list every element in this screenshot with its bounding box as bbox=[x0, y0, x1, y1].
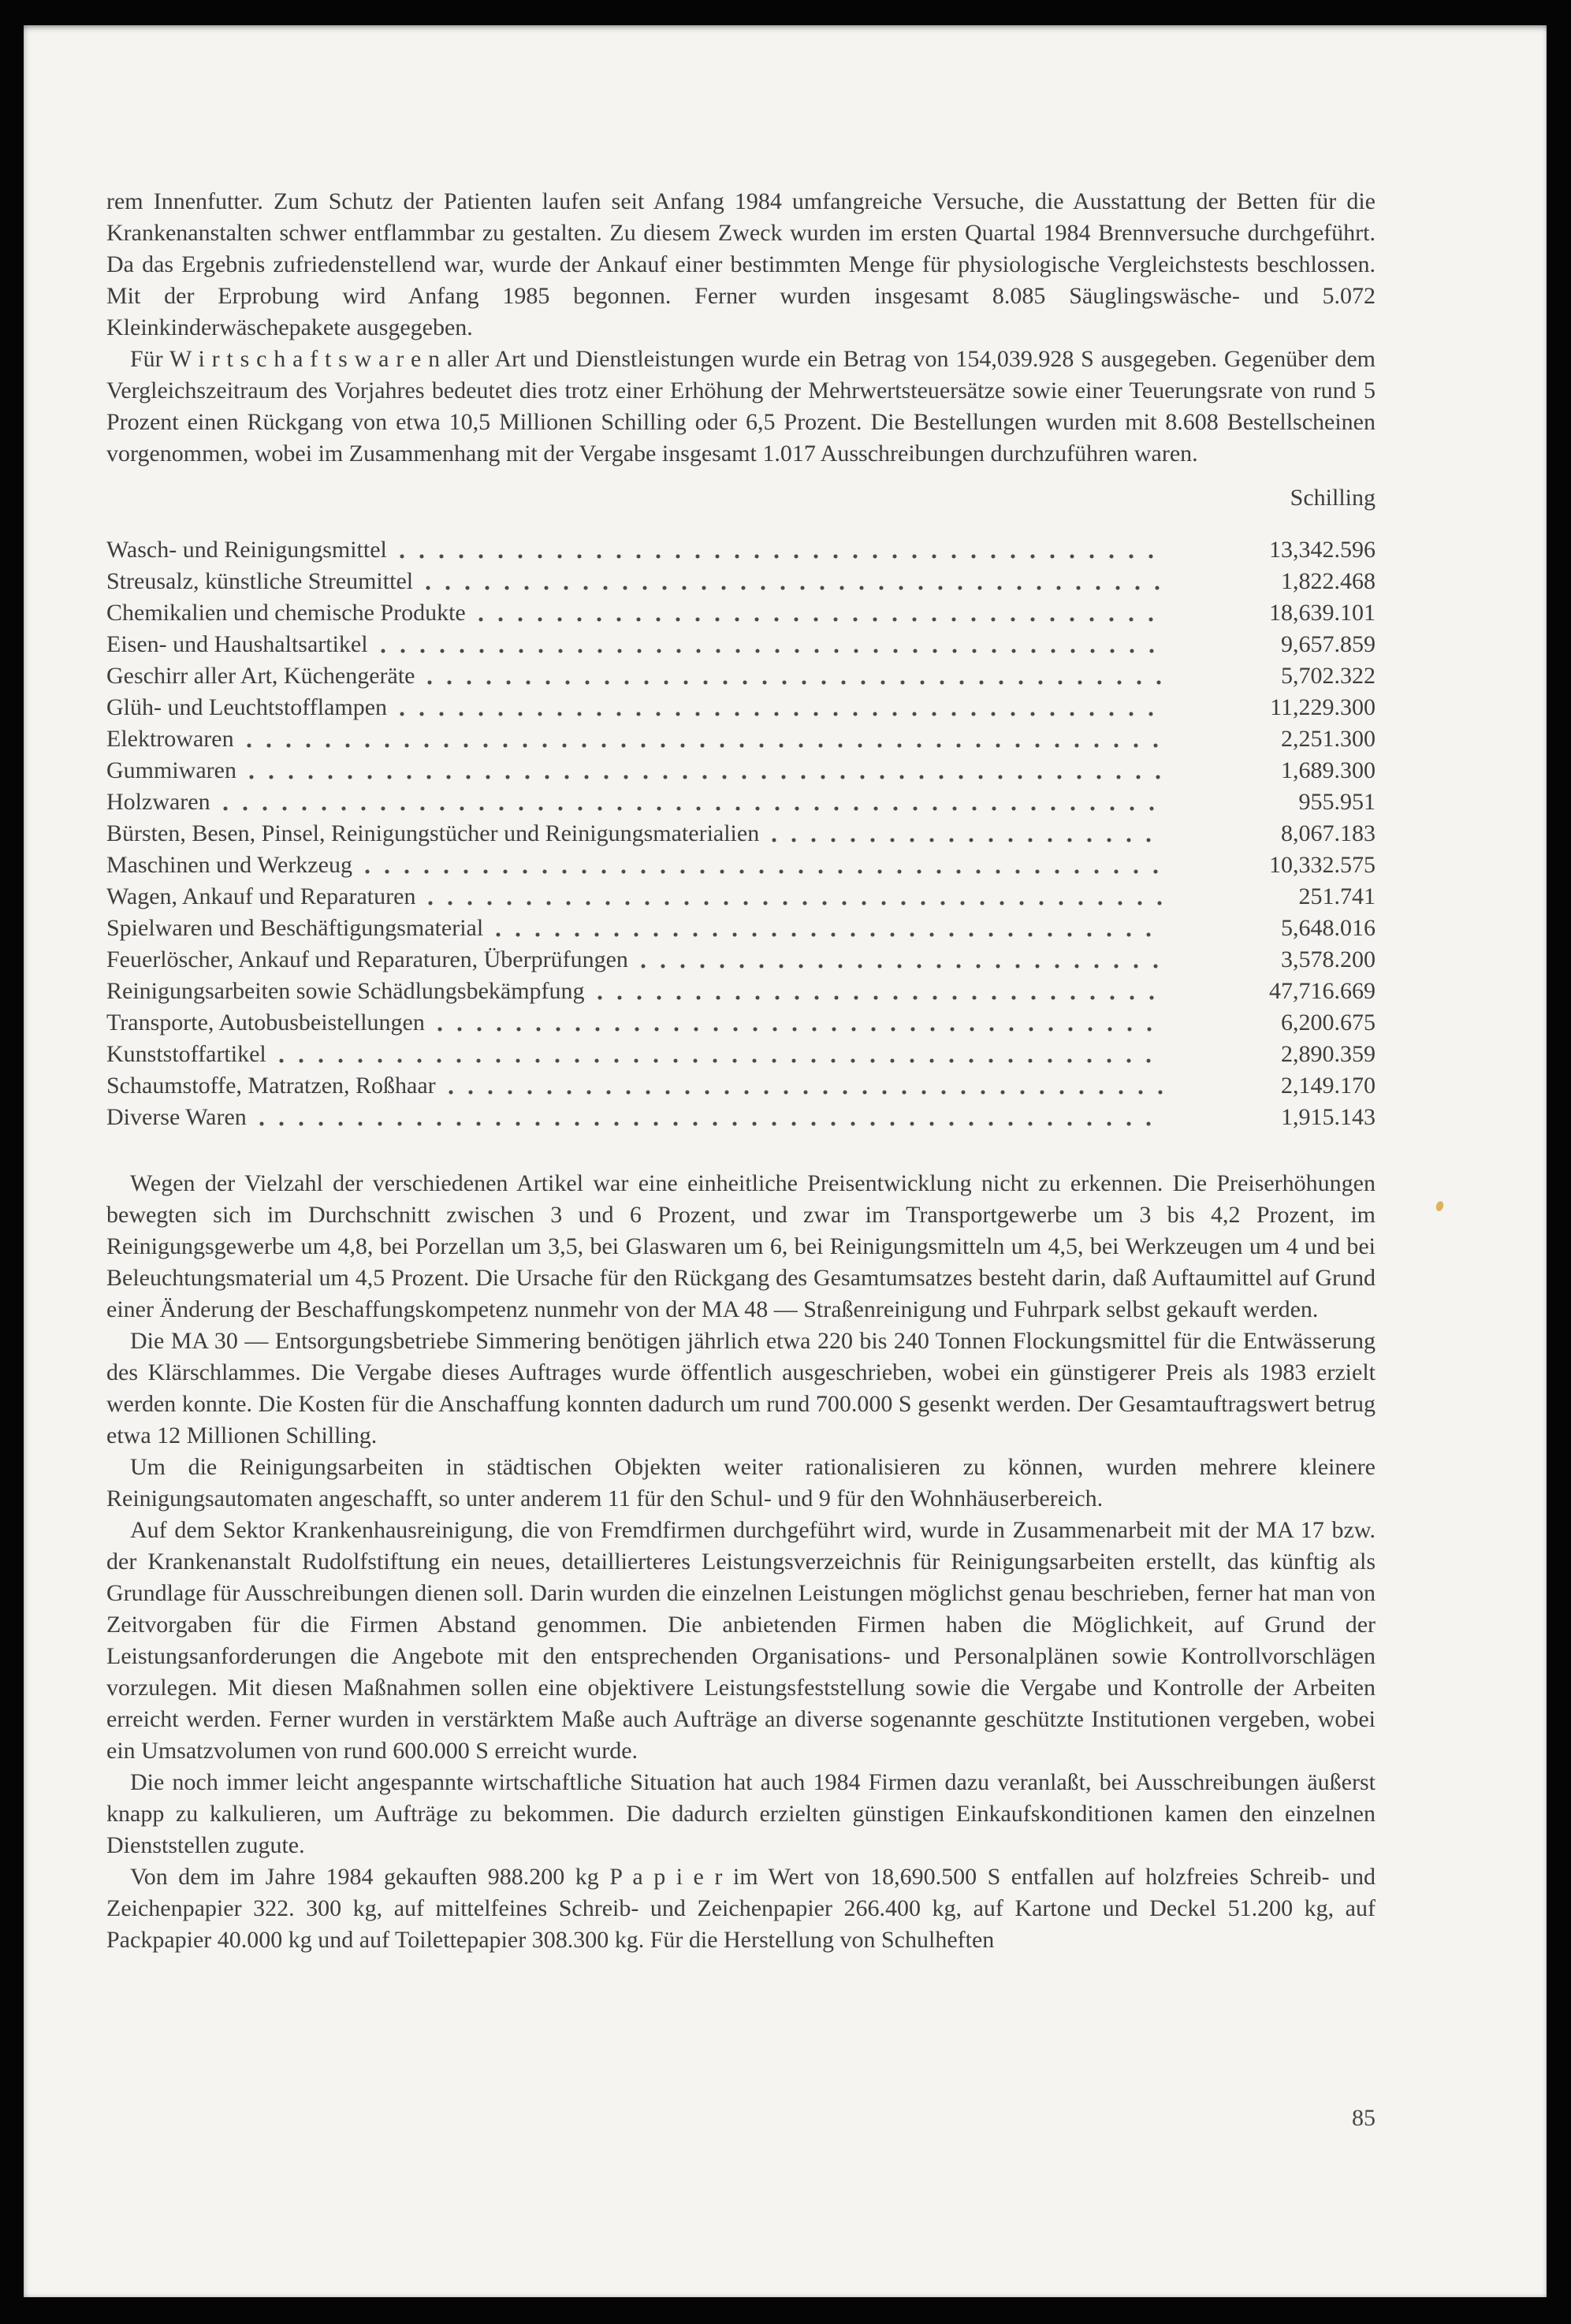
dot-leader bbox=[259, 1121, 1163, 1128]
dot-leader bbox=[449, 1089, 1163, 1096]
item-value: 2,251.300 bbox=[1281, 726, 1376, 752]
table-row bbox=[106, 629, 1376, 660]
table-row bbox=[106, 692, 1376, 723]
item-label: Wagen, Ankauf und Reparaturen bbox=[106, 883, 416, 909]
table-row bbox=[106, 1007, 1376, 1039]
table-row bbox=[106, 881, 1376, 913]
item-label: Holzwaren bbox=[106, 789, 210, 815]
dot-leader bbox=[279, 1058, 1163, 1065]
item-value: 10,332.575 bbox=[1269, 852, 1376, 878]
table-row bbox=[106, 534, 1376, 566]
item-value: 2,149.170 bbox=[1281, 1073, 1376, 1099]
paragraph: Von dem im Jahre 1984 gekauften 988.200 kg P a p i e r im Wert von 18,690.500 S entfallen auf holzfreies Schreib- und Zeichenpapier 322. 300 kg, auf mittelfeines Schreib- und Zeichenpapier 266.400 kg, auf Kartone und Deckel 51.200 kg, auf Packpapier 40.000 kg und auf Toilettepapier 308.300 kg. Für die Herstellung von Schulheften bbox=[106, 1864, 1376, 1953]
table-row bbox=[106, 1039, 1376, 1070]
item-value: 9,657.859 bbox=[1281, 631, 1376, 657]
item-label: Transporte, Autobusbeistellungen bbox=[106, 1010, 425, 1036]
table-currency-header: Schilling bbox=[1290, 485, 1376, 511]
dot-leader bbox=[249, 774, 1163, 781]
item-label: Gummiwaren bbox=[106, 757, 236, 783]
item-value: 1,915.143 bbox=[1281, 1104, 1376, 1130]
table-row bbox=[106, 913, 1376, 944]
table-row bbox=[106, 850, 1376, 881]
scan-speck bbox=[1435, 1200, 1445, 1212]
item-label: Streusalz, künstliche Streumittel bbox=[106, 568, 414, 594]
item-value: 5,648.016 bbox=[1281, 915, 1376, 941]
item-value: 2,890.359 bbox=[1281, 1041, 1376, 1067]
item-label: Elektrowaren bbox=[106, 726, 234, 752]
dot-leader bbox=[772, 837, 1163, 844]
item-label: Reinigungsarbeiten sowie Schädlungsbekämpfung bbox=[106, 978, 585, 1004]
table-row bbox=[106, 1102, 1376, 1133]
item-label: Eisen- und Haushaltsartikel bbox=[106, 631, 368, 657]
item-label: Geschirr aller Art, Küchengeräte bbox=[106, 663, 415, 689]
dot-leader bbox=[478, 616, 1163, 623]
item-value: 3,578.200 bbox=[1281, 946, 1376, 972]
item-label: Diverse Waren bbox=[106, 1104, 247, 1130]
item-label: Spielwaren und Beschäftigungsmaterial bbox=[106, 915, 484, 941]
paragraph: Die MA 30 — Entsorgungsbetriebe Simmering benötigen jährlich etwa 220 bis 240 Tonnen Flockungsmittel für die Entwässerung des Klärschlammes. Die Vergabe dieses Auftrages wurde öffentlich ausgeschrieben, wobei ein günstigerer Preis als 1983 erzielt werden konnte. Die Kosten für die Anschaffung konnten dadurch um rund 700.000 S gesenkt werden. Der Gesamtauftragswert betrug etwa 12 Millionen Schilling. bbox=[106, 1328, 1376, 1448]
item-value: 8,067.183 bbox=[1281, 820, 1376, 846]
dot-leader bbox=[400, 553, 1163, 560]
table-row bbox=[106, 566, 1376, 597]
item-label: Glüh- und Leuchtstofflampen bbox=[106, 694, 388, 720]
dot-leader bbox=[400, 711, 1163, 718]
body-text bbox=[106, 1168, 1376, 1956]
paragraph: Auf dem Sektor Krankenhausreinigung, die von Fremdfirmen durchgeführt wird, wurde in Zusammenarbeit mit der MA 17 bzw. der Krankenanstalt Rudolfstiftung ein neues, detaillierteres Leistungsverzeichnis für Reinigungsarbeiten erstellt, das künftig als Grundlage für Ausschreibungen dienen soll. Darin wurden die einzelnen Leistungen möglichst genau beschrieben, ferner hat man von Zeitvorgaben für die Firmen Abstand genommen. Die anbietenden Firmen haben die Möglichkeit, auf Grund der Leistungsanforderungen die Angebote mit den entsprechenden Organisations- und Personalplänen sowie Kontrollvorschlägen vorzulegen. Mit diesen Maßnahmen sollen eine objektivere Leistungsfeststellung sowie die Vergabe und Kontrolle der Arbeiten erreicht werden. Ferner wurden in verstärktem Maße auch Aufträge an diverse sogenannte geschützte Institutionen vergeben, wobei ein Umsatzvolumen von rund 600.000 S erreicht wurde. bbox=[106, 1517, 1376, 1764]
item-value: 5,702.322 bbox=[1281, 663, 1376, 689]
paragraph: rem Innenfutter. Zum Schutz der Patienten laufen seit Anfang 1984 umfangreiche Versuche, die Ausstattung der Betten für die Krankenanstalten schwer entflammbar zu gestalten. Zu diesem Zweck wurden im ersten Quartal 1984 Brennversuche durchgeführt. Da das Ergebnis zufriedenstellend war, wurde der Ankauf einer bestimmten Menge für physiologische Vergleichstests beschlossen. Mit der Erprobung wird Anfang 1985 begonnen. Ferner wurden insgesamt 8.085 Säuglingswäsche- und 5.072 Kleinkinderwäschepakete ausgegeben. bbox=[106, 188, 1376, 340]
item-value: 13,342.596 bbox=[1269, 537, 1376, 563]
table-row bbox=[106, 976, 1376, 1007]
item-value: 6,200.675 bbox=[1281, 1010, 1376, 1036]
dot-leader bbox=[365, 868, 1163, 876]
table-row bbox=[106, 786, 1376, 818]
dot-leader bbox=[496, 931, 1163, 939]
page-content bbox=[106, 186, 1376, 1956]
table-row bbox=[106, 660, 1376, 692]
item-value: 251.741 bbox=[1298, 883, 1376, 909]
item-value: 1,822.468 bbox=[1281, 568, 1376, 594]
table-row bbox=[106, 818, 1376, 850]
item-value: 955.951 bbox=[1298, 789, 1376, 815]
dot-leader bbox=[428, 900, 1163, 907]
dot-leader bbox=[381, 648, 1163, 655]
item-value: 1,689.300 bbox=[1281, 757, 1376, 783]
dot-leader bbox=[598, 995, 1163, 1002]
page-number: 85 bbox=[1352, 2105, 1376, 2131]
item-label: Schaumstoffe, Matratzen, Roßhaar bbox=[106, 1073, 436, 1099]
paragraph: Wegen der Vielzahl der verschiedenen Artikel war eine einheitliche Preisentwicklung nicht zu erkennen. Die Preiserhöhungen bewegten sich im Durchschnitt zwischen 3 und 6 Prozent, und zwar im Transportgewerbe um 3 bis 4,2 Prozent, im Reinigungsgewerbe um 4,8, bei Porzellan um 3,5, bei Glaswaren um 6, bei Reinigungsmitteln um 4,5, bei Werkzeugen um 4 und bei Beleuchtungsmaterial um 4,5 Prozent. Die Ursache für den Rückgang des Gesamtumsatzes besteht darin, daß Auftaumittel auf Grund einer Änderung der Beschaffungskompetenz nunmehr von der MA 48 — Straßenreinigung und Fuhrpark selbst gekauft werden. bbox=[106, 1170, 1376, 1322]
item-label: Chemikalien und chemische Produkte bbox=[106, 600, 466, 626]
table-row bbox=[106, 723, 1376, 755]
dot-leader bbox=[427, 679, 1163, 686]
table-row bbox=[106, 755, 1376, 786]
dot-leader bbox=[437, 1026, 1163, 1033]
item-value: 11,229.300 bbox=[1270, 694, 1376, 720]
paragraph: Für W i r t s c h a f t s w a r e n aller Art und Dienstleistungen wurde ein Betrag von 154,039.928 S ausgegeben. Gegenüber dem Vergleichszeitraum des Vorjahres bedeutet dies trotz einer Erhöhung der Mehrwertsteuersätze sowie einer Teuerungsrate von rund 5 Prozent einen Rückgang von etwa 10,5 Millionen Schilling oder 6,5 Prozent. Die Bestellungen wurden mit 8.608 Bestellscheinen vorgenommen, wobei im Zusammenhang mit der Vergabe insgesamt 1.017 Ausschreibungen durchzuführen waren. bbox=[106, 346, 1376, 467]
expenditure-table bbox=[106, 534, 1376, 1133]
item-label: Wasch- und Reinigungsmittel bbox=[106, 537, 387, 563]
item-label: Feuerlöscher, Ankauf und Reparaturen, Überprüfungen bbox=[106, 946, 628, 972]
scanned-page bbox=[24, 25, 1547, 2297]
item-value: 47,716.669 bbox=[1269, 978, 1376, 1004]
table-row bbox=[106, 1070, 1376, 1102]
item-label: Bürsten, Besen, Pinsel, Reinigungstücher und Reinigungsmaterialien bbox=[106, 820, 760, 846]
dot-leader bbox=[223, 805, 1163, 812]
item-label: Maschinen und Werkzeug bbox=[106, 852, 352, 878]
dot-leader bbox=[641, 963, 1163, 970]
item-label: Kunststoffartikel bbox=[106, 1041, 266, 1067]
dot-leader bbox=[247, 742, 1163, 749]
table-row bbox=[106, 944, 1376, 976]
table-row bbox=[106, 597, 1376, 629]
item-value: 18,639.101 bbox=[1269, 600, 1376, 626]
dot-leader bbox=[426, 585, 1163, 592]
paragraph: Die noch immer leicht angespannte wirtschaftliche Situation hat auch 1984 Firmen dazu veranlaßt, bei Ausschreibungen äußerst knapp zu kalkulieren, um Aufträge zu bekommen. Die dadurch erzielten günstigen Einkaufskonditionen kamen den einzelnen Dienststellen zugute. bbox=[106, 1769, 1376, 1858]
paragraph: Um die Reinigungsarbeiten in städtischen Objekten weiter rationalisieren zu können, wurden mehrere kleinere Reinigungsautomaten angeschafft, so unter anderem 11 für den Schul- und 9 für den Wohnhäuserbereich. bbox=[106, 1454, 1376, 1512]
